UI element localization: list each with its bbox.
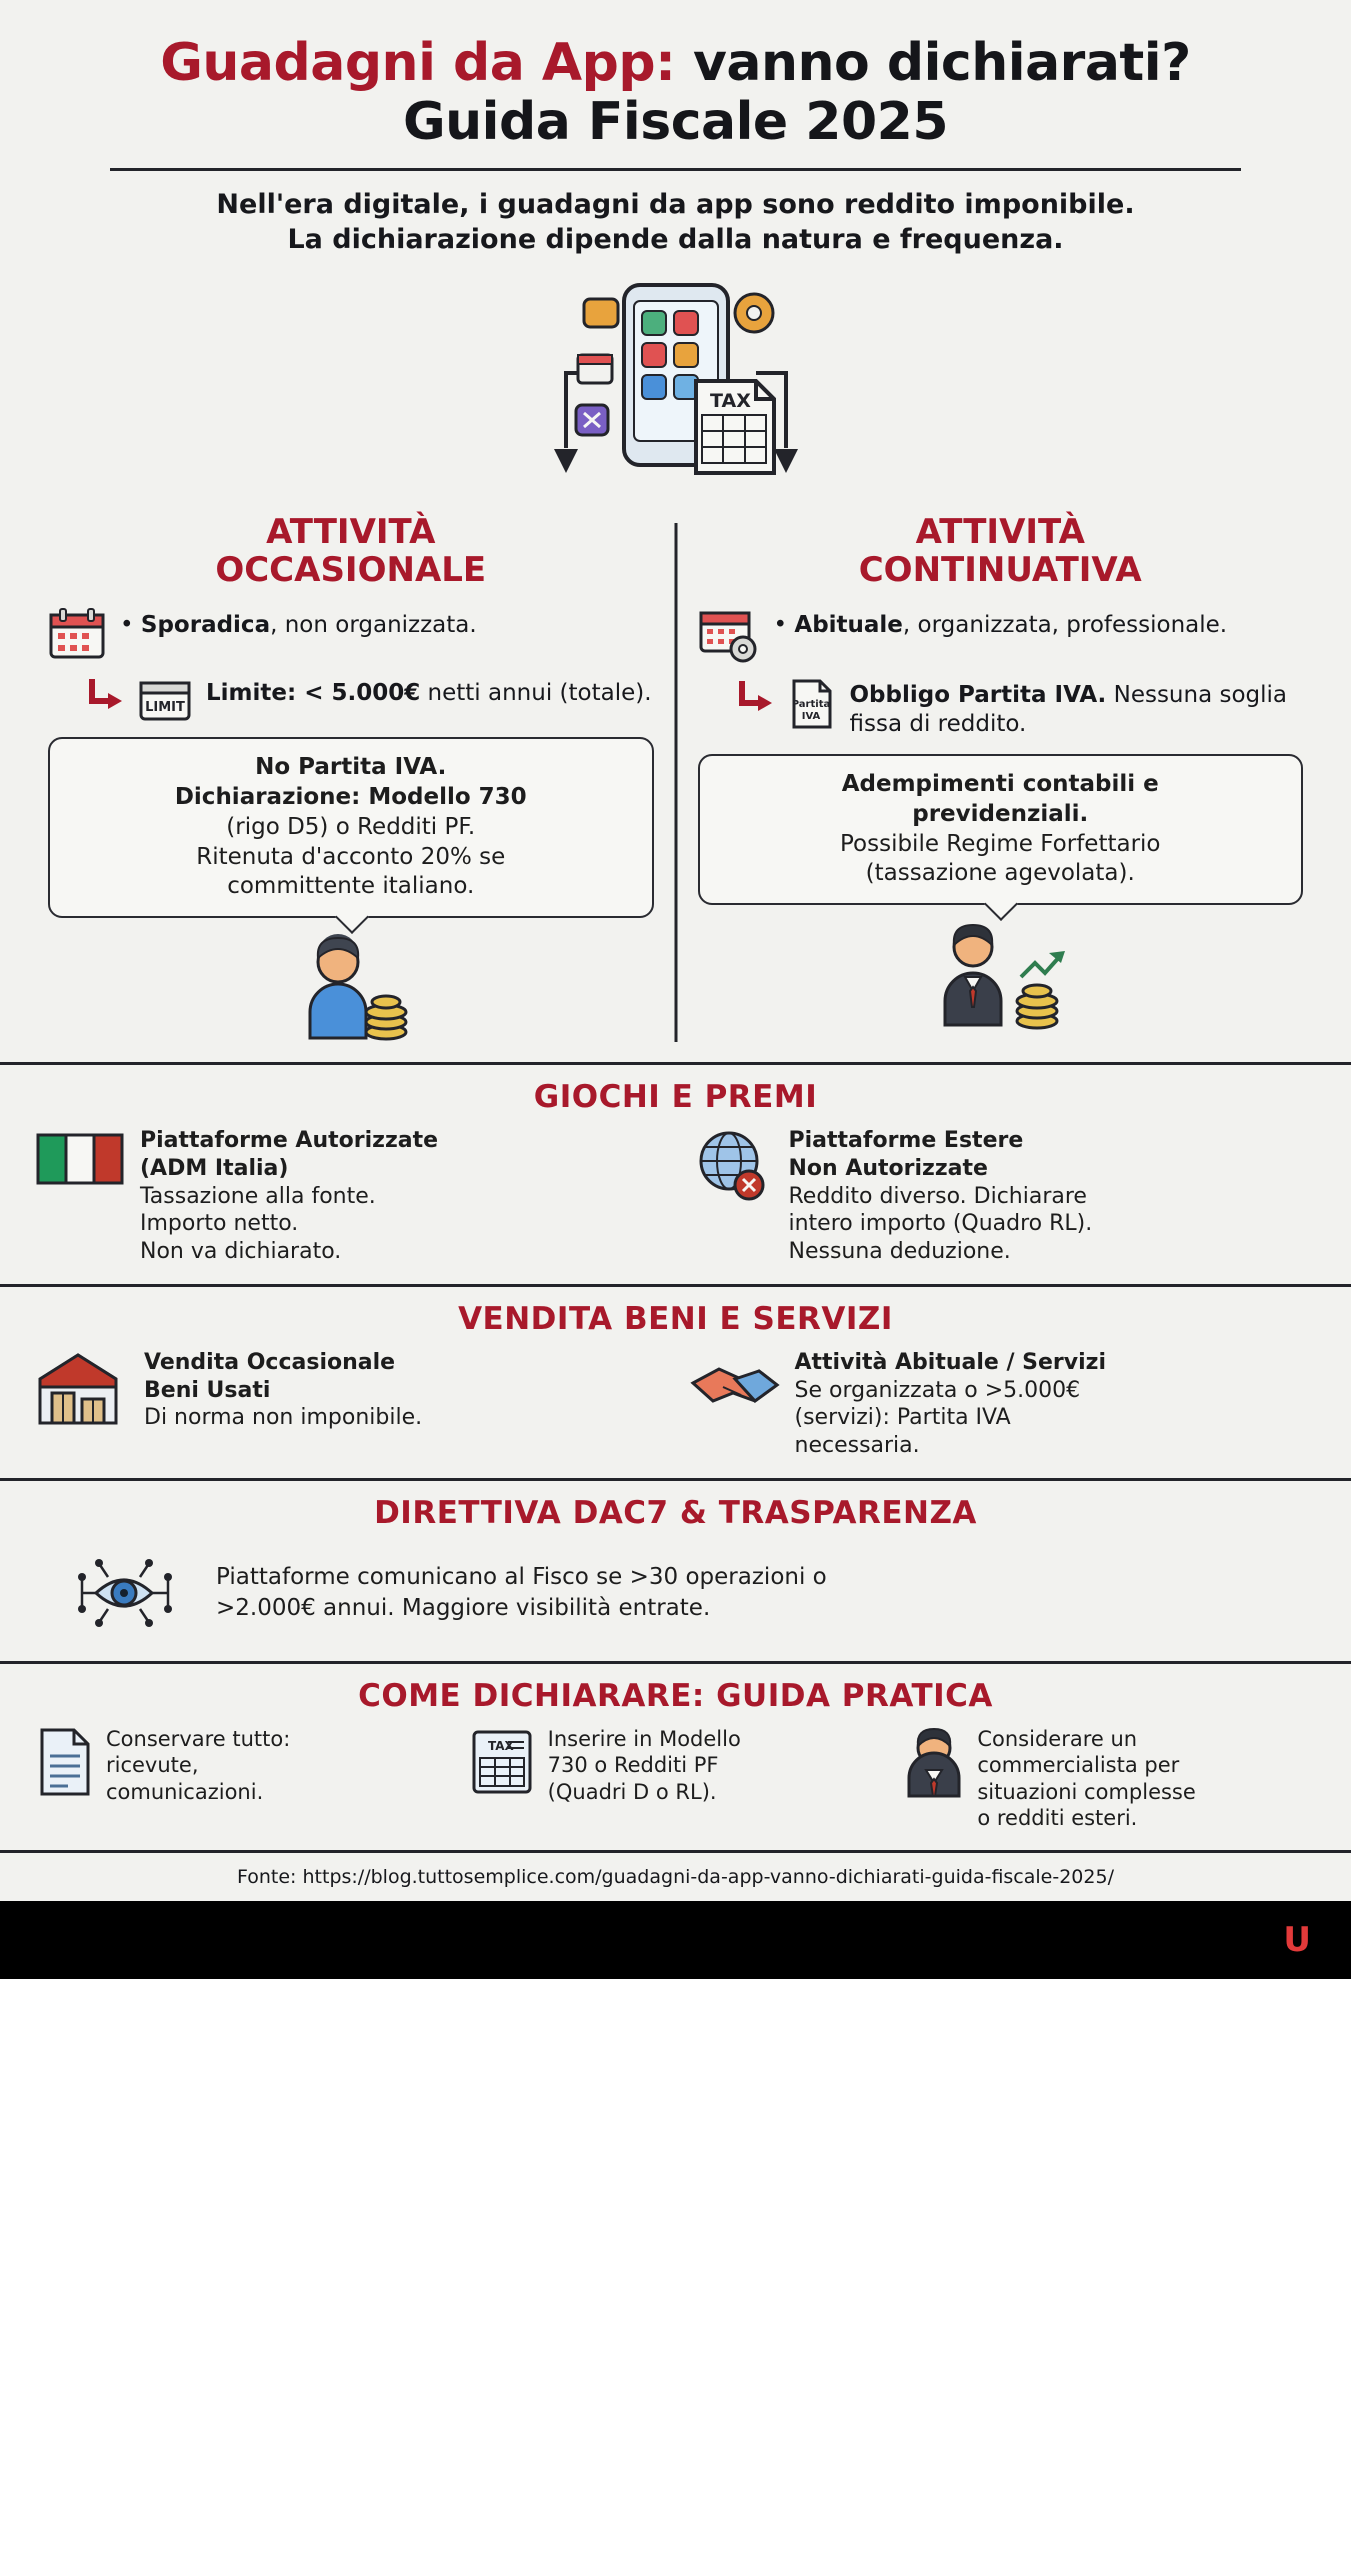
occasionale-bullet-strong: Sporadica xyxy=(140,611,271,638)
occasionale-bullet-text: • Sporadica, non organizzata. xyxy=(120,611,477,638)
continuativa-sub-strong: Obbligo Partita IVA. xyxy=(849,681,1107,708)
continuativa-bullet-strong: Abituale xyxy=(794,611,903,638)
warehouse-icon xyxy=(34,1349,130,1427)
giochi-autorizzate-body xyxy=(140,1127,438,1266)
svg-text:LIMIT: LIMIT xyxy=(145,699,185,715)
arrow-branch-icon xyxy=(734,677,774,723)
column-continuativa-title xyxy=(698,513,1304,589)
column-occasionale xyxy=(26,513,676,1045)
callout-line: (tassazione agevolata). xyxy=(865,860,1135,887)
body-line: Reddito diverso. Dichiarare xyxy=(788,1183,1087,1209)
body-line: ricevute, xyxy=(106,1753,199,1778)
body-line: Conservare tutto: xyxy=(106,1726,291,1751)
heading-line-1: Vendita Occasionale xyxy=(144,1349,396,1375)
hero-illustration xyxy=(0,273,1351,513)
globe-blocked-icon xyxy=(689,1127,775,1203)
callout-line: No Partita IVA. xyxy=(255,753,447,780)
continuativa-callout xyxy=(698,754,1304,906)
body-line: Tassazione alla fonte. xyxy=(140,1183,376,1209)
eye-tech-icon xyxy=(74,1543,194,1643)
heading-line-1: Piattaforme Autorizzate xyxy=(140,1128,439,1154)
handshake-icon xyxy=(689,1349,781,1423)
section-title: VENDITA BENI E SERVIZI xyxy=(458,1300,893,1337)
callout-tail xyxy=(335,900,369,934)
body-line: Nessuna deduzione. xyxy=(788,1239,1011,1265)
subtitle-line-2: La dichiarazione dipende dalla natura e frequenza. xyxy=(287,223,1064,255)
occasionale-sub xyxy=(84,675,654,723)
occasionale-callout xyxy=(48,737,654,918)
heading-line-2: (ADM Italia) xyxy=(140,1156,289,1182)
callout-line: Adempimenti contabili e xyxy=(841,770,1159,797)
svg-text:IVA: IVA xyxy=(801,710,820,722)
vendita-abituale-body xyxy=(795,1349,1107,1460)
body-line: Se organizzata o >5.000€ xyxy=(794,1377,1081,1403)
giochi-item-estere xyxy=(689,1127,1318,1266)
continuativa-sub-text xyxy=(850,677,1304,740)
body-line: o redditi esteri. xyxy=(977,1806,1138,1831)
partita-iva-doc-icon xyxy=(788,677,836,731)
callout-tail xyxy=(984,887,1018,921)
body-line: (servizi): Partita IVA xyxy=(794,1405,1011,1431)
section-vendita-beni-servizi xyxy=(0,1284,1351,1478)
body-line: Inserire in Modello xyxy=(547,1726,741,1751)
guida-item-modello xyxy=(468,1726,884,1832)
guida-commercialista-body xyxy=(977,1726,1195,1832)
body-line: Non va dichiarato. xyxy=(140,1239,342,1265)
column-divider xyxy=(674,523,677,1043)
col-title-line2: CONTINUATIVA xyxy=(858,549,1142,590)
phone-apps-diagram xyxy=(396,273,956,513)
italy-flag-icon xyxy=(34,1127,126,1191)
guida-item-conservare xyxy=(34,1726,450,1832)
body-line: Piattaforme comunicano al Fisco se >30 operazioni o xyxy=(216,1563,827,1590)
callout-line: Possibile Regime Forfettario xyxy=(839,830,1161,857)
section-dac7 xyxy=(0,1478,1351,1661)
document-lines-icon xyxy=(34,1726,96,1798)
continuativa-sub xyxy=(734,677,1304,740)
vendita-item-abituale xyxy=(689,1349,1318,1460)
section-giochi-e-premi xyxy=(0,1062,1351,1284)
title-rest: vanno dichiarati? xyxy=(675,33,1191,93)
col-title-line1: ATTIVITÀ xyxy=(266,511,436,552)
guida-item-commercialista xyxy=(901,1726,1317,1832)
accountant-icon xyxy=(901,1726,967,1798)
giochi-item-autorizzate xyxy=(34,1127,663,1266)
callout-line: (rigo D5) o Redditi PF. xyxy=(226,813,476,840)
svg-text:Partita: Partita xyxy=(791,698,830,710)
continuativa-bullet-text: • Abituale, organizzata, professionale. xyxy=(773,611,1228,638)
occasionale-sub-rest: netti annui (totale). xyxy=(420,679,652,706)
continuativa-bullet-rest: , organizzata, professionale. xyxy=(902,611,1228,638)
body-line: 730 o Redditi PF xyxy=(547,1753,719,1778)
body-line: (Quadri D o RL). xyxy=(547,1779,717,1804)
occasionale-bullet-rest: , non organizzata. xyxy=(270,611,477,638)
body-line: Considerare un xyxy=(977,1726,1138,1751)
occasionale-sub-text xyxy=(206,675,652,708)
heading-line-1: Piattaforme Estere xyxy=(788,1128,1024,1154)
businessman-growth-icon xyxy=(925,921,1075,1031)
continuativa-sub-rest: Nessuna soglia fissa di reddito. xyxy=(849,681,1288,738)
giochi-estere-body xyxy=(789,1127,1093,1266)
body-line: necessaria. xyxy=(794,1433,920,1459)
heading-line-1: Attività Abituale / Servizi xyxy=(794,1349,1107,1375)
vendita-occasionale-body xyxy=(144,1349,422,1432)
tax-form-icon xyxy=(468,1726,538,1798)
brand-logo-icon: U xyxy=(1283,1919,1311,1960)
source-line: Fonte: https://blog.tuttosemplice.com/guadagni-da-app-vanno-dichiarati-guida-fiscale-2025/ xyxy=(0,1850,1351,1901)
occasionale-bullet xyxy=(48,607,654,661)
callout-line: Dichiarazione: Modello 730 xyxy=(174,783,527,810)
calendar-icon xyxy=(48,607,106,661)
heading-line-2: Non Autorizzate xyxy=(788,1156,988,1182)
title-line2: Guida Fiscale 2025 xyxy=(402,91,949,152)
continuativa-persona xyxy=(698,921,1304,1031)
body-line: situazioni complesse xyxy=(977,1779,1196,1804)
section-title: COME DICHIARARE: GUIDA PRATICA xyxy=(358,1677,993,1714)
guida-modello-body xyxy=(548,1726,741,1805)
two-column-comparison xyxy=(0,513,1351,1063)
subtitle-line-1: Nell'era digitale, i guadagni da app sono reddito imponibile. xyxy=(216,188,1135,220)
callout-line: Ritenuta d'acconto 20% se xyxy=(196,843,506,870)
column-continuativa xyxy=(676,513,1326,1045)
title-divider xyxy=(110,168,1241,171)
svg-text:TAX: TAX xyxy=(487,1738,514,1753)
col-title-line1: ATTIVITÀ xyxy=(915,511,1085,552)
header xyxy=(0,0,1351,267)
calendar-gear-icon xyxy=(698,607,760,663)
section-come-dichiarare xyxy=(0,1661,1351,1850)
page-title xyxy=(40,34,1311,152)
callout-line: previdenziali. xyxy=(912,800,1089,827)
occasionale-sub-strong: Limite: < 5.000€ xyxy=(206,679,421,706)
body-line: commercialista per xyxy=(977,1753,1180,1778)
section-title: GIOCHI E PREMI xyxy=(533,1079,818,1116)
arrow-branch-icon xyxy=(84,675,124,721)
body-line: >2.000€ annui. Maggiore visibilità entrate. xyxy=(216,1594,711,1621)
footer-bar xyxy=(0,1901,1351,1979)
callout-line: committente italiano. xyxy=(227,873,475,900)
continuativa-bullet xyxy=(698,607,1304,663)
column-occasionale-title xyxy=(48,513,654,589)
body-line: Importo netto. xyxy=(140,1211,299,1237)
title-accent: Guadagni da App: xyxy=(160,33,676,93)
dac7-body xyxy=(216,1562,827,1624)
vendita-item-occasionale xyxy=(34,1349,663,1460)
heading-line-2: Beni Usati xyxy=(144,1377,271,1403)
body-line: intero importo (Quadro RL). xyxy=(788,1211,1093,1237)
body-line: Di norma non imponibile. xyxy=(144,1405,423,1431)
person-with-coins-icon xyxy=(286,934,416,1044)
col-title-line2: OCCASIONALE xyxy=(215,549,487,590)
svg-text:TAX: TAX xyxy=(709,389,751,412)
body-line: comunicazioni. xyxy=(106,1779,264,1804)
occasionale-persona xyxy=(48,934,654,1044)
subtitle xyxy=(40,187,1311,257)
section-title: DIRETTIVA DAC7 & TRASPARENZA xyxy=(374,1494,977,1531)
guida-conservare-body xyxy=(106,1726,290,1805)
limit-calendar-icon xyxy=(138,675,192,723)
